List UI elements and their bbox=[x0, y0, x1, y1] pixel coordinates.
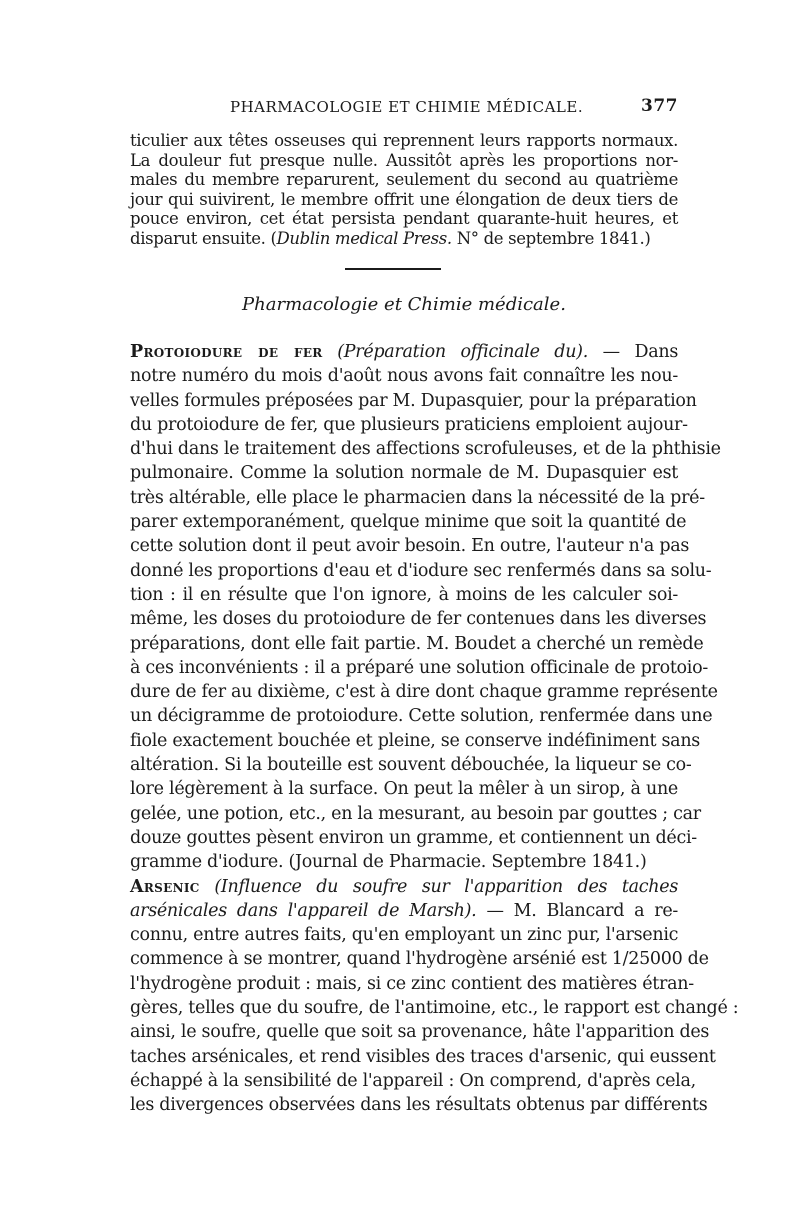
article-heading-protoiodure: Protoiodure de fer bbox=[130, 342, 323, 362]
text-line: dure de fer au dixième, c'est à dire dont chaque gramme représente bbox=[130, 682, 718, 703]
text-line: à ces inconvénients : il a préparé une solution officinale de protoio- bbox=[130, 657, 708, 678]
text-line: ticulier aux têtes osseuses qui reprennent leurs rapports normaux. bbox=[130, 131, 678, 150]
text-line: lore légèrement à la surface. On peut la mêler à un sirop, à une bbox=[130, 779, 678, 800]
text-line: pulmonaire. Comme la solution normale de M. Dupasquier est bbox=[130, 463, 678, 484]
text-line: pouce environ, cet état persista pendant quarante-huit heures, et bbox=[130, 209, 678, 228]
text-line: échappé à la sensibilité de l'appareil : On comprend, d'après cela, bbox=[130, 1070, 696, 1091]
text-line: males du membre reparurent, seulement du second au quatrième bbox=[130, 170, 678, 189]
text-run: — M. Blancard a re- bbox=[486, 900, 678, 921]
text-line: velles formules préposées par M. Dupasquier, pour la préparation bbox=[130, 390, 697, 411]
text-line: du protoiodure de fer, que plusieurs praticiens emploient aujour- bbox=[130, 414, 688, 435]
text-line: taches arsénicales, et rend visibles des traces d'arsenic, qui eussent bbox=[130, 1046, 716, 1067]
text-line: notre numéro du mois d'août nous avons fait connaître les nou- bbox=[130, 366, 678, 387]
text-line: jour qui suivirent, le membre offrit une élongation de deux tiers de bbox=[130, 189, 678, 209]
text-line: altération. Si la bouteille est souvent débouchée, la liqueur se co- bbox=[130, 755, 692, 776]
text-line: douze gouttes pèsent environ un gramme, et contiennent un déci- bbox=[130, 827, 697, 848]
article-subheading: arsénicales dans l'appareil de Marsh). bbox=[130, 900, 477, 921]
text-line: gelée, une potion, etc., en la mesurant, au besoin par gouttes ; car bbox=[130, 803, 701, 824]
article2-first-line bbox=[130, 875, 678, 899]
article-subheading: (Préparation officinale du). bbox=[337, 342, 588, 362]
text-line: préparations, dont elle fait partie. M. Boudet a cherché un remède bbox=[130, 633, 704, 654]
text-line: les divergences observées dans les résultats obtenus par différents bbox=[130, 1095, 708, 1116]
text-line: l'hydrogène produit : mais, si ce zinc contient des matières étran- bbox=[130, 973, 694, 994]
text-line: fiole exactement bouchée et pleine, se conserve indéfiniment sans bbox=[130, 730, 700, 751]
text-line: disparut ensuite. (Dublin medical Press. N° de septembre 1841.) bbox=[130, 228, 651, 248]
section-title: Pharmacologie et Chimie médicale. bbox=[242, 294, 566, 315]
running-head-title: PHARMACOLOGIE ET CHIMIE MÉDICALE. bbox=[230, 98, 584, 116]
section-divider bbox=[345, 268, 441, 270]
text-line: commence à se montrer, quand l'hydrogène arsénié est 1/25000 de bbox=[130, 949, 709, 970]
text-line: gères, telles que du soufre, de l'antimoine, etc., le rapport est changé : bbox=[130, 998, 739, 1019]
text-line: connu, entre autres faits, qu'en employant un zinc pur, l'arsenic bbox=[130, 925, 679, 946]
text-line: ainsi, le soufre, quelle que soit sa provenance, hâte l'apparition des bbox=[130, 1022, 710, 1043]
article-subheading: (Influence du soufre sur l'apparition des taches bbox=[214, 876, 679, 897]
text-line: d'hui dans le traitement des affections scrofuleuses, et de la phthisie bbox=[130, 439, 721, 460]
text-line: donné les proportions d'eau et d'iodure sec renfermés dans sa solu- bbox=[130, 560, 712, 581]
intro-paragraph bbox=[130, 131, 678, 248]
article-body bbox=[130, 340, 739, 1118]
text-line: très altérable, elle place le pharmacien dans la nécessité de la pré- bbox=[130, 487, 705, 508]
text-line: parer extemporanément, quelque minime que soit la quantité de bbox=[130, 512, 687, 533]
source-citation: Dublin medical Press. bbox=[276, 228, 452, 248]
text-run: — Dans bbox=[602, 342, 678, 362]
text-line: gramme d'iodure. (Journal de Pharmacie. Septembre 1841.) bbox=[130, 852, 647, 873]
text-line: tion : il en résulte que l'on ignore, à moins de les calculer soi- bbox=[130, 584, 678, 605]
text-line: La douleur fut presque nulle. Aussitôt après les proportions nor- bbox=[130, 150, 678, 170]
page-number: 377 bbox=[641, 96, 678, 116]
text-line: cette solution dont il peut avoir besoin. En outre, l'auteur n'a pas bbox=[130, 536, 690, 557]
article-heading-arsenic: Arsenic bbox=[130, 876, 200, 897]
text-line: même, les doses du protoiodure de fer contenues dans les diverses bbox=[130, 609, 707, 630]
article-first-line bbox=[130, 340, 678, 364]
running-head bbox=[130, 92, 678, 122]
article2-second-line bbox=[130, 899, 678, 923]
text-line: un décigramme de protoiodure. Cette solution, renfermée dans une bbox=[130, 706, 713, 727]
